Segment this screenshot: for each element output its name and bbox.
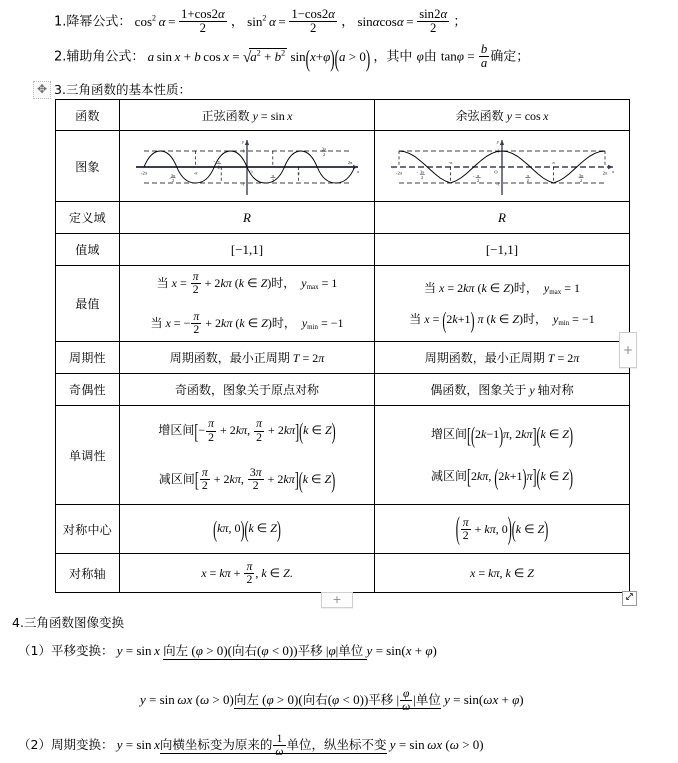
svg-text:-2π: -2π bbox=[140, 170, 148, 176]
domain-sine: R bbox=[120, 202, 375, 234]
add-row-button[interactable]: + bbox=[321, 592, 353, 608]
table-row bbox=[56, 342, 630, 374]
extremum-cosine-max: 当 x = 2kπ (k ∈ Z)时， $y_{max} = 1$ bbox=[423, 280, 581, 296]
parity-sine: 奇函数，图象关于原点对称 bbox=[120, 374, 375, 406]
monotonicity-cosine-increasing: 增区间[(2k−1)π, 2kπ](k ∈ Z) bbox=[431, 422, 573, 449]
svg-text:2: 2 bbox=[322, 151, 326, 157]
transform2-arrow-text: 向横坐标变为原来的 $\frac{1}{\omega}$ 单位，纵坐标不变 bbox=[159, 733, 387, 759]
svg-text:π: π bbox=[552, 160, 555, 165]
table-row bbox=[56, 505, 630, 554]
section-heading-3 bbox=[54, 80, 191, 98]
formula2-index: 2. bbox=[54, 49, 67, 65]
symmetry-axis-cosine: x = kπ, k ∈ Z bbox=[375, 554, 630, 593]
transform-translation-line2 bbox=[140, 688, 524, 713]
svg-text:π: π bbox=[297, 170, 300, 176]
transform-translation-line1 bbox=[18, 641, 437, 659]
row-label-extremum: 最值 bbox=[56, 266, 120, 342]
formula-line-auxiliary-angle: 2.辅助角公式： a sin x + b $\cos x = √a^2 + b^2$ sin(x+φ)(a > 0) ，其中 φ由 tanφ = $\frac{b}{a}$ 确定； bbox=[54, 42, 530, 72]
resize-arrows-icon bbox=[625, 592, 634, 601]
svg-text:-2π: -2π bbox=[395, 170, 403, 176]
row-label-graph: 图象 bbox=[56, 131, 120, 202]
svg-text:x: x bbox=[611, 169, 615, 174]
row-label-monotonicity: 单调性 bbox=[56, 406, 120, 505]
symmetry-center-cosine: ( $\frac{\pi}{2}$ + kπ, 0)(k ∈ Z) bbox=[375, 505, 630, 554]
periodicity-sine: 周期函数，最小正周期 T = 2π bbox=[120, 342, 375, 374]
svg-text:π: π bbox=[526, 172, 529, 178]
section3-index: 3. bbox=[54, 82, 66, 97]
svg-text:-: - bbox=[213, 158, 216, 164]
svg-text:1: 1 bbox=[497, 148, 500, 154]
row-label-symmetry-center: 对称中心 bbox=[56, 505, 120, 554]
extremum-sine-min: 当 x = − $\frac{\pi}{2}$ + 2kπ (k ∈ Z)时， $y_{min} = -1$ bbox=[150, 309, 344, 337]
graph-cell-cosine bbox=[375, 131, 630, 202]
transform1-second-lhs: y = sin ωx (ω > 0) bbox=[140, 691, 234, 707]
svg-text:π: π bbox=[476, 172, 480, 178]
extremum-sine-max: 当 x = $\frac{\pi}{2}$ + 2kπ (k ∈ Z)时， $y_{max} = 1$ bbox=[156, 270, 338, 297]
sine-curve-chart bbox=[120, 132, 374, 200]
table-row bbox=[56, 266, 630, 342]
row-label-periodicity: 周期性 bbox=[56, 342, 120, 374]
svg-text:2: 2 bbox=[476, 178, 480, 184]
parity-cosine: 偶函数，图象关于 y 轴对称 bbox=[375, 374, 630, 406]
svg-text:-: - bbox=[472, 173, 475, 179]
svg-text:-π: -π bbox=[193, 170, 198, 176]
svg-text:y: y bbox=[496, 139, 500, 144]
periodicity-cosine: 周期函数，最小正周期 T = 2π bbox=[375, 342, 630, 374]
svg-text:π: π bbox=[271, 173, 274, 178]
svg-text:2π: 2π bbox=[602, 170, 608, 176]
svg-text:3π: 3π bbox=[578, 172, 584, 178]
transform2-name: 周期变换： bbox=[50, 736, 114, 752]
row-label-symmetry-axis: 对称轴 bbox=[56, 554, 120, 593]
cosine-header-prefix: 余弦函数 bbox=[455, 108, 504, 123]
monotonicity-cosine-decreasing: 减区间[2kπ, (2k+1)π](k ∈ Z) bbox=[431, 463, 573, 491]
table-row bbox=[56, 234, 630, 266]
symmetry-axis-sine: x = kπ + $\frac{\pi}{2}$ , k ∈ Z. bbox=[120, 554, 375, 593]
range-sine: [−1,1] bbox=[120, 234, 375, 266]
table-row bbox=[56, 100, 630, 131]
row-label-parity: 奇偶性 bbox=[56, 374, 120, 406]
formula1-expr2: $\sin^2 \alpha$ = $\frac{1-\cos 2\alpha}{2}$ bbox=[247, 7, 335, 36]
transform1-index: （1） bbox=[18, 643, 51, 658]
svg-text:-π: -π bbox=[448, 160, 453, 165]
formula1-index: 1. bbox=[54, 14, 67, 30]
svg-text:3π: 3π bbox=[420, 169, 425, 175]
svg-text:2π: 2π bbox=[347, 160, 353, 165]
row-label-function: 函数 bbox=[56, 100, 120, 131]
extremum-cosine bbox=[375, 266, 630, 342]
table-row bbox=[56, 202, 630, 234]
svg-text:x: x bbox=[356, 169, 360, 174]
transform2-lhs: y = sin x bbox=[116, 736, 160, 752]
add-column-button[interactable]: + bbox=[619, 332, 637, 368]
formula1-expr1: $\cos^2 \alpha$ = $\frac{1+\cos 2\alpha}{2}$ bbox=[134, 7, 225, 36]
transform1-name: 平移变换： bbox=[50, 643, 114, 658]
header-cell-cosine bbox=[375, 100, 630, 131]
svg-text:2: 2 bbox=[579, 178, 583, 184]
section4-index: 4. bbox=[12, 615, 24, 630]
row-label-range: 值域 bbox=[56, 234, 120, 266]
table-resize-handle-icon[interactable] bbox=[622, 591, 637, 606]
svg-text:-: - bbox=[169, 175, 171, 181]
extremum-sine bbox=[120, 266, 375, 342]
monotonicity-sine-decreasing: 减区间[ $\frac{\pi}{2}$ + 2kπ, $\frac{3\pi}{2}$ + 2kπ](k ∈ Z) bbox=[158, 465, 336, 494]
cosine-curve-chart bbox=[375, 132, 629, 200]
transform2-rhs: y = sin ωx (ω > 0) bbox=[389, 736, 484, 752]
formula-line-power-reduction: 1.降幂公式： $\cos^2 \alpha$ = $\frac{1+\cos 2\alpha}{2}$ ， $\sin^2 \alpha$ = $\frac{1-\cos 2\alpha}{2}$ ， sinαcosα = $\frac{\sin 2\alpha}{2}$ ； bbox=[54, 7, 467, 36]
section3-title: 三角函数的基本性质： bbox=[65, 82, 191, 97]
row-label-domain: 定义域 bbox=[56, 202, 120, 234]
formula2-title: 辅助角公式： bbox=[66, 49, 145, 65]
transform2-index: （2） bbox=[18, 736, 51, 752]
table-row bbox=[56, 374, 630, 406]
svg-text:1: 1 bbox=[242, 148, 245, 154]
sine-header-formula: y = sin x bbox=[252, 108, 293, 123]
svg-text:-1: -1 bbox=[241, 181, 245, 187]
svg-text:y: y bbox=[241, 139, 245, 144]
transform-period-line bbox=[18, 733, 484, 758]
sine-header-prefix: 正弦函数 bbox=[201, 108, 250, 123]
header-cell-sine bbox=[120, 100, 375, 131]
svg-text:3π: 3π bbox=[170, 173, 176, 178]
svg-text:2: 2 bbox=[421, 174, 424, 180]
symmetry-center-sine: (kπ, 0)(k ∈ Z) bbox=[120, 505, 375, 554]
table-row bbox=[56, 406, 630, 505]
svg-text:3π: 3π bbox=[321, 146, 327, 152]
monotonicity-sine-increasing: 增区间[− $\frac{\pi}{2}$ + 2kπ, $\frac{\pi}{2}$ + 2kπ](k ∈ Z) bbox=[158, 417, 336, 445]
trig-properties-table bbox=[55, 99, 630, 593]
table-row bbox=[56, 131, 630, 202]
svg-text:2: 2 bbox=[171, 178, 175, 184]
svg-text:O: O bbox=[249, 169, 253, 175]
svg-text:2: 2 bbox=[526, 178, 529, 184]
graph-cell-sine bbox=[120, 131, 375, 202]
svg-text:2: 2 bbox=[217, 164, 220, 170]
domain-cosine: R bbox=[375, 202, 630, 234]
formula1-expr3: sinαcosα = $\frac{\sin 2\alpha}{2}$ bbox=[357, 7, 448, 36]
svg-text:π: π bbox=[217, 159, 220, 164]
section4-title: 三角函数图像变换 bbox=[23, 615, 124, 630]
transform1-second-arrow-text: 向左 (φ > 0)(向右(φ < 0))平移 | $\frac{\varphi}{\omega}$ |单位 bbox=[233, 688, 441, 714]
transform1-arrow-text: 向左 (φ > 0)(向右(φ < 0))平移 |φ|单位 bbox=[163, 643, 366, 660]
svg-text:-: - bbox=[416, 170, 419, 176]
transform1-lhs: y = sin x bbox=[116, 643, 160, 658]
section-heading-4 bbox=[12, 613, 124, 631]
cosine-header-formula: y = cos x bbox=[506, 108, 549, 123]
range-cosine: [−1,1] bbox=[375, 234, 630, 266]
formula2-expression: a sin x + b $\cos x = √a^2 + b^2$ sin(x+φ)(a > 0) bbox=[147, 43, 371, 72]
svg-text:2: 2 bbox=[271, 178, 274, 184]
transform1-rhs: y = sin(x + φ) bbox=[366, 643, 437, 658]
svg-text:O: O bbox=[494, 169, 498, 175]
transform1-second-rhs: y = sin(ωx + φ) bbox=[444, 691, 524, 707]
svg-text:-1: -1 bbox=[496, 181, 500, 187]
extremum-cosine-min: 当 x = (2k+1) π (k ∈ Z)时， $y_{min} = -1$ bbox=[409, 306, 595, 334]
table-move-handle-icon[interactable]: ✥ bbox=[33, 81, 51, 99]
monotonicity-cosine bbox=[375, 406, 630, 505]
formula1-title: 降幂公式： bbox=[66, 14, 132, 30]
table-row bbox=[56, 554, 630, 593]
monotonicity-sine bbox=[120, 406, 375, 505]
